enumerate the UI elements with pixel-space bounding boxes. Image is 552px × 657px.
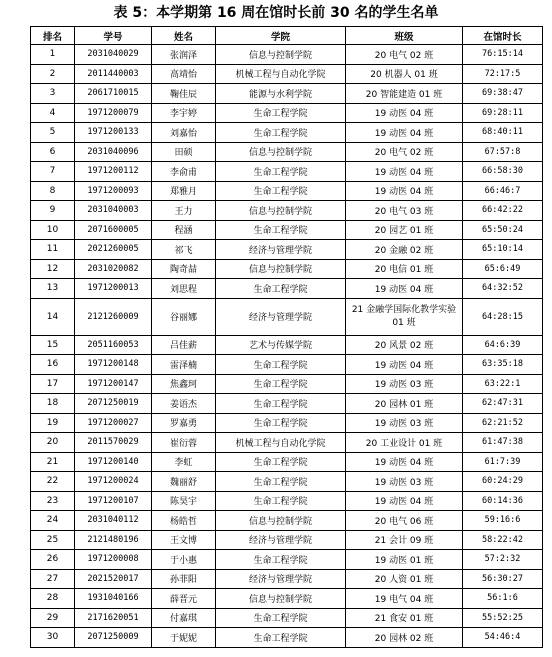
college-cell: 生命工程学院 (216, 472, 346, 492)
rank-cell: 9 (31, 201, 75, 221)
rank-cell: 18 (31, 394, 75, 414)
name-cell: 刘嘉怡 (152, 123, 216, 143)
name-cell: 高靖怡 (152, 64, 216, 84)
rank-cell: 19 (31, 413, 75, 433)
rank-cell: 15 (31, 335, 75, 355)
rank-cell: 6 (31, 142, 75, 162)
rank-cell: 10 (31, 220, 75, 240)
rank-cell: 5 (31, 123, 75, 143)
header-rank: 排名 (31, 27, 75, 45)
student-id-cell: 1971200093 (75, 181, 152, 201)
name-cell: 吕佳薪 (152, 335, 216, 355)
college-cell: 经济与管理学院 (216, 530, 346, 550)
duration-cell: 55:52:25 (463, 608, 543, 628)
student-id-cell: 2031040112 (75, 511, 152, 531)
header-row (31, 27, 543, 45)
name-cell: 刘思程 (152, 279, 216, 299)
college-cell: 生命工程学院 (216, 374, 346, 394)
college-cell: 经济与管理学院 (216, 569, 346, 589)
student-id-cell: 2171620051 (75, 608, 152, 628)
class-cell: 20 电气 06 班 (346, 511, 463, 531)
duration-cell: 72:17:5 (463, 64, 543, 84)
student-id-cell: 2071250009 (75, 628, 152, 648)
class-cell: 20 金融 02 班 (346, 240, 463, 260)
table-row (31, 279, 543, 299)
class-cell: 19 动医 03 班 (346, 472, 463, 492)
student-id-cell: 2121260009 (75, 298, 152, 335)
duration-cell: 64:32:52 (463, 279, 543, 299)
college-cell: 信息与控制学院 (216, 142, 346, 162)
student-id-cell: 1971200008 (75, 550, 152, 570)
table-row (31, 201, 543, 221)
college-cell: 艺术与传媒学院 (216, 335, 346, 355)
rank-cell: 30 (31, 628, 75, 648)
rank-cell: 26 (31, 550, 75, 570)
rank-cell: 16 (31, 355, 75, 375)
student-id-cell: 1971200140 (75, 452, 152, 472)
name-cell: 孙菲阳 (152, 569, 216, 589)
table-row (31, 608, 543, 628)
table-row (31, 569, 543, 589)
duration-cell: 58:22:42 (463, 530, 543, 550)
class-cell: 19 电气 04 班 (346, 589, 463, 609)
college-cell: 经济与管理学院 (216, 298, 346, 335)
rank-cell: 20 (31, 433, 75, 453)
student-id-cell: 2071250019 (75, 394, 152, 414)
table-title: 表 5：本学期第 16 周在馆时长前 30 名的学生名单 (113, 5, 439, 21)
name-cell: 李俞甫 (152, 162, 216, 182)
table-row (31, 413, 543, 433)
duration-cell: 54:46:4 (463, 628, 543, 648)
class-cell: 19 动医 04 班 (346, 103, 463, 123)
name-cell: 姜语杰 (152, 394, 216, 414)
class-cell: 19 动医 04 班 (346, 355, 463, 375)
college-cell: 信息与控制学院 (216, 589, 346, 609)
college-cell: 生命工程学院 (216, 413, 346, 433)
college-cell: 能源与水利学院 (216, 84, 346, 104)
name-cell: 程涵 (152, 220, 216, 240)
name-cell: 于小惠 (152, 550, 216, 570)
student-id-cell: 2021520017 (75, 569, 152, 589)
table-row (31, 103, 543, 123)
header-duration: 在馆时长 (463, 27, 543, 45)
duration-cell: 68:40:11 (463, 123, 543, 143)
rank-cell: 8 (31, 181, 75, 201)
class-cell: 21 金融学国际化教学实验 01 班 (346, 298, 463, 335)
name-cell: 焦鑫珂 (152, 374, 216, 394)
student-id-cell: 1971200112 (75, 162, 152, 182)
rank-cell: 27 (31, 569, 75, 589)
name-cell: 雷泽楠 (152, 355, 216, 375)
name-cell: 郑雅月 (152, 181, 216, 201)
name-cell: 魏丽舒 (152, 472, 216, 492)
name-cell: 于妮妮 (152, 628, 216, 648)
student-id-cell: 1971200147 (75, 374, 152, 394)
rank-cell: 21 (31, 452, 75, 472)
student-id-cell: 2031040096 (75, 142, 152, 162)
duration-cell: 61:7:39 (463, 452, 543, 472)
duration-cell: 66:58:30 (463, 162, 543, 182)
college-cell: 生命工程学院 (216, 279, 346, 299)
class-cell: 20 电气 03 班 (346, 201, 463, 221)
class-cell: 20 工业设计 01 班 (346, 433, 463, 453)
table-row (31, 374, 543, 394)
duration-cell: 60:14:36 (463, 491, 543, 511)
college-cell: 经济与管理学院 (216, 240, 346, 260)
table-row (31, 142, 543, 162)
duration-cell: 61:47:38 (463, 433, 543, 453)
name-cell: 李宇婷 (152, 103, 216, 123)
student-id-cell: 2021260005 (75, 240, 152, 260)
college-cell: 信息与控制学院 (216, 201, 346, 221)
class-cell: 20 人资 01 班 (346, 569, 463, 589)
duration-cell: 63:22:1 (463, 374, 543, 394)
class-cell: 20 电气 02 班 (346, 45, 463, 65)
college-cell: 机械工程与自动化学院 (216, 64, 346, 84)
college-cell: 生命工程学院 (216, 103, 346, 123)
table-row (31, 45, 543, 65)
college-cell: 生命工程学院 (216, 452, 346, 472)
name-cell: 陈昊宇 (152, 491, 216, 511)
class-cell: 20 机器人 01 班 (346, 64, 463, 84)
class-cell: 19 动医 04 班 (346, 162, 463, 182)
student-id-cell: 1971200079 (75, 103, 152, 123)
table-row (31, 394, 543, 414)
class-cell: 20 园林 02 班 (346, 628, 463, 648)
duration-cell: 56:1:6 (463, 589, 543, 609)
rank-cell: 17 (31, 374, 75, 394)
header-student-id: 学号 (75, 27, 152, 45)
class-cell: 21 食安 01 班 (346, 608, 463, 628)
rank-cell: 28 (31, 589, 75, 609)
rank-cell: 22 (31, 472, 75, 492)
ranking-table (30, 26, 543, 648)
rank-cell: 11 (31, 240, 75, 260)
class-cell: 19 动医 03 班 (346, 374, 463, 394)
table-row (31, 511, 543, 531)
header-name: 姓名 (152, 27, 216, 45)
college-cell: 机械工程与自动化学院 (216, 433, 346, 453)
class-cell: 21 会计 09 班 (346, 530, 463, 550)
duration-cell: 57:2:32 (463, 550, 543, 570)
duration-cell: 66:46:7 (463, 181, 543, 201)
college-cell: 生命工程学院 (216, 162, 346, 182)
college-cell: 信息与控制学院 (216, 511, 346, 531)
header-college: 学院 (216, 27, 346, 45)
college-cell: 生命工程学院 (216, 608, 346, 628)
table-row (31, 64, 543, 84)
student-id-cell: 1971200027 (75, 413, 152, 433)
table-row (31, 298, 543, 335)
duration-cell: 67:57:8 (463, 142, 543, 162)
rank-cell: 24 (31, 511, 75, 531)
name-cell: 崔衍蓉 (152, 433, 216, 453)
duration-cell: 69:28:11 (463, 103, 543, 123)
name-cell: 王力 (152, 201, 216, 221)
student-id-cell: 2071600005 (75, 220, 152, 240)
rank-cell: 25 (31, 530, 75, 550)
table-row (31, 84, 543, 104)
name-cell: 张润泽 (152, 45, 216, 65)
name-cell: 王文博 (152, 530, 216, 550)
table-row (31, 491, 543, 511)
rank-cell: 3 (31, 84, 75, 104)
college-cell: 生命工程学院 (216, 550, 346, 570)
student-id-cell: 2051160053 (75, 335, 152, 355)
rank-cell: 1 (31, 45, 75, 65)
duration-cell: 66:42:22 (463, 201, 543, 221)
student-id-cell: 1971200133 (75, 123, 152, 143)
class-cell: 20 智能建造 01 班 (346, 84, 463, 104)
name-cell: 李虹 (152, 452, 216, 472)
duration-cell: 76:15:14 (463, 45, 543, 65)
rank-cell: 2 (31, 64, 75, 84)
class-cell: 20 园林 01 班 (346, 394, 463, 414)
name-cell: 杨皓哲 (152, 511, 216, 531)
rank-cell: 12 (31, 259, 75, 279)
class-cell: 20 风景 02 班 (346, 335, 463, 355)
rank-cell: 23 (31, 491, 75, 511)
table-row (31, 123, 543, 143)
table-row (31, 452, 543, 472)
class-cell: 19 动医 04 班 (346, 123, 463, 143)
college-cell: 生命工程学院 (216, 123, 346, 143)
table-row (31, 628, 543, 648)
class-cell: 19 动医 01 班 (346, 550, 463, 570)
student-id-cell: 2031040029 (75, 45, 152, 65)
duration-cell: 56:30:27 (463, 569, 543, 589)
duration-cell: 65:6:49 (463, 259, 543, 279)
name-cell: 谷丽娜 (152, 298, 216, 335)
class-cell: 20 园艺 01 班 (346, 220, 463, 240)
student-id-cell: 2011440003 (75, 64, 152, 84)
table-body (31, 45, 543, 648)
name-cell: 田硕 (152, 142, 216, 162)
header-class: 班级 (346, 27, 463, 45)
student-id-cell: 2031040003 (75, 201, 152, 221)
table-row (31, 355, 543, 375)
class-cell: 19 动医 04 班 (346, 279, 463, 299)
student-id-cell: 2061710015 (75, 84, 152, 104)
duration-cell: 59:16:6 (463, 511, 543, 531)
duration-cell: 62:47:31 (463, 394, 543, 414)
rank-cell: 13 (31, 279, 75, 299)
table-row (31, 433, 543, 453)
student-id-cell: 1971200024 (75, 472, 152, 492)
name-cell: 鞠佳辰 (152, 84, 216, 104)
college-cell: 信息与控制学院 (216, 45, 346, 65)
class-cell: 20 电气 02 班 (346, 142, 463, 162)
table-row (31, 550, 543, 570)
duration-cell: 63:35:18 (463, 355, 543, 375)
name-cell: 罗嘉勇 (152, 413, 216, 433)
duration-cell: 65:50:24 (463, 220, 543, 240)
student-id-cell: 1971200148 (75, 355, 152, 375)
table-row (31, 472, 543, 492)
name-cell: 薛晋元 (152, 589, 216, 609)
table-row (31, 589, 543, 609)
college-cell: 生命工程学院 (216, 394, 346, 414)
name-cell: 付嘉琪 (152, 608, 216, 628)
duration-cell: 64:6:39 (463, 335, 543, 355)
class-cell: 19 动医 04 班 (346, 181, 463, 201)
class-cell: 19 动医 03 班 (346, 413, 463, 433)
name-cell: 陶奇喆 (152, 259, 216, 279)
college-cell: 生命工程学院 (216, 220, 346, 240)
student-id-cell: 1931040166 (75, 589, 152, 609)
student-id-cell: 2011570029 (75, 433, 152, 453)
student-id-cell: 1971200107 (75, 491, 152, 511)
duration-cell: 69:38:47 (463, 84, 543, 104)
table-row (31, 335, 543, 355)
rank-cell: 14 (31, 298, 75, 335)
student-id-cell: 2121480196 (75, 530, 152, 550)
class-cell: 19 动医 04 班 (346, 491, 463, 511)
duration-cell: 60:24:29 (463, 472, 543, 492)
duration-cell: 62:21:52 (463, 413, 543, 433)
duration-cell: 64:28:15 (463, 298, 543, 335)
student-id-cell: 2031020082 (75, 259, 152, 279)
college-cell: 信息与控制学院 (216, 259, 346, 279)
table-row (31, 181, 543, 201)
college-cell: 生命工程学院 (216, 491, 346, 511)
rank-cell: 29 (31, 608, 75, 628)
college-cell: 生命工程学院 (216, 355, 346, 375)
table-row (31, 162, 543, 182)
class-cell: 20 电信 01 班 (346, 259, 463, 279)
college-cell: 生命工程学院 (216, 181, 346, 201)
table-row (31, 530, 543, 550)
table-row (31, 240, 543, 260)
duration-cell: 65:10:14 (463, 240, 543, 260)
class-cell: 19 动医 04 班 (346, 452, 463, 472)
table-row (31, 220, 543, 240)
student-id-cell: 1971200013 (75, 279, 152, 299)
college-cell: 生命工程学院 (216, 628, 346, 648)
name-cell: 祁飞 (152, 240, 216, 260)
table-row (31, 259, 543, 279)
rank-cell: 4 (31, 103, 75, 123)
rank-cell: 7 (31, 162, 75, 182)
